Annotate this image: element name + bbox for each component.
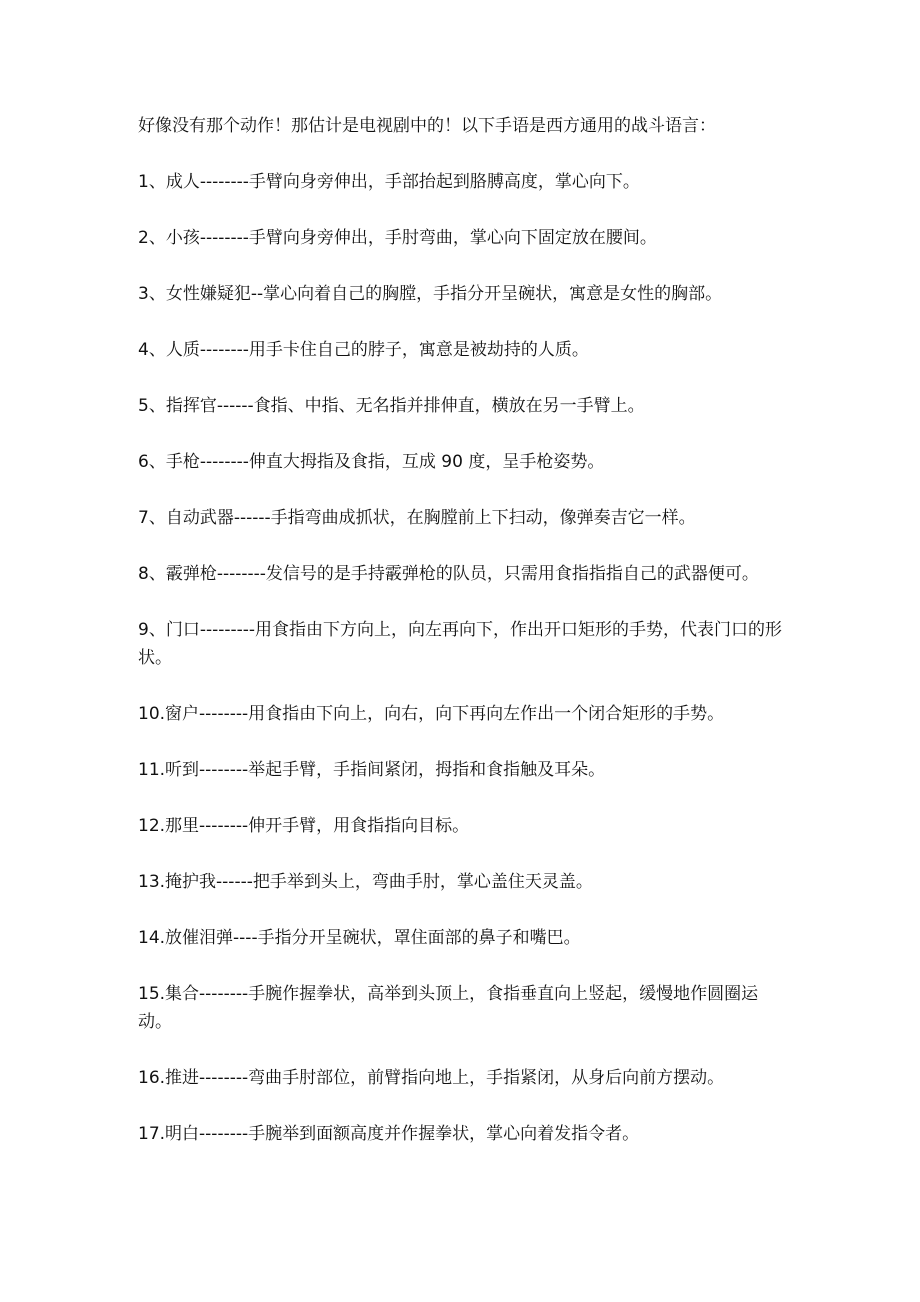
list-item: 10.窗户--------用食指由下向上，向右，向下再向左作出一个闭合矩形的手势。 [138,704,725,724]
intro-paragraph: 好像没有那个动作！那估计是电视剧中的！以下手语是西方通用的战斗语言： [138,116,716,136]
list-item: 17.明白--------手腕举到面额高度并作握拳状，掌心向着发指令者。 [138,1124,640,1144]
list-item: 4、人质--------用手卡住自己的脖子，寓意是被劫持的人质。 [138,340,589,360]
list-item: 5、指挥官------食指、中指、无名指并排伸直，横放在另一手臂上。 [138,396,645,416]
list-item: 9、门口---------用食指由下方向上，向左再向下，作出开口矩形的手势，代表门口的形状。 [138,620,783,668]
list-item: 15.集合--------手腕作握拳状，高举到头顶上，食指垂直向上竖起，缓慢地作圆圈运动。 [138,984,759,1032]
list-item: 6、手枪--------伸直大拇指及食指，互成 90 度，呈手枪姿势。 [138,452,605,472]
list-item: 2、小孩--------手臂向身旁伸出，手肘弯曲，掌心向下固定放在腰间。 [138,228,657,248]
document-body [138,112,788,1176]
list-item: 11.听到--------举起手臂，手指间紧闭，拇指和食指触及耳朵。 [138,760,606,780]
list-item: 8、霰弹枪--------发信号的是手持霰弹枪的队员，只需用食指指指自己的武器便可。 [138,564,759,584]
list-item: 13.掩护我------把手举到头上，弯曲手肘，掌心盖住天灵盖。 [138,872,593,892]
list-item: 3、女性嫌疑犯--掌心向着自己的胸膛，手指分开呈碗状，寓意是女性的胸部。 [138,284,723,304]
list-item: 7、自动武器------手指弯曲成抓状，在胸膛前上下扫动，像弹奏吉它一样。 [138,508,696,528]
list-item: 1、成人--------手臂向身旁伸出，手部抬起到胳膊高度，掌心向下。 [138,172,640,192]
list-item: 16.推进--------弯曲手肘部位，前臂指向地上，手指紧闭，从身后向前方摆动。 [138,1068,725,1088]
list-item: 12.那里--------伸开手臂，用食指指向目标。 [138,816,470,836]
list-item: 14.放催泪弹----手指分开呈碗状，罩住面部的鼻子和嘴巴。 [138,928,581,948]
